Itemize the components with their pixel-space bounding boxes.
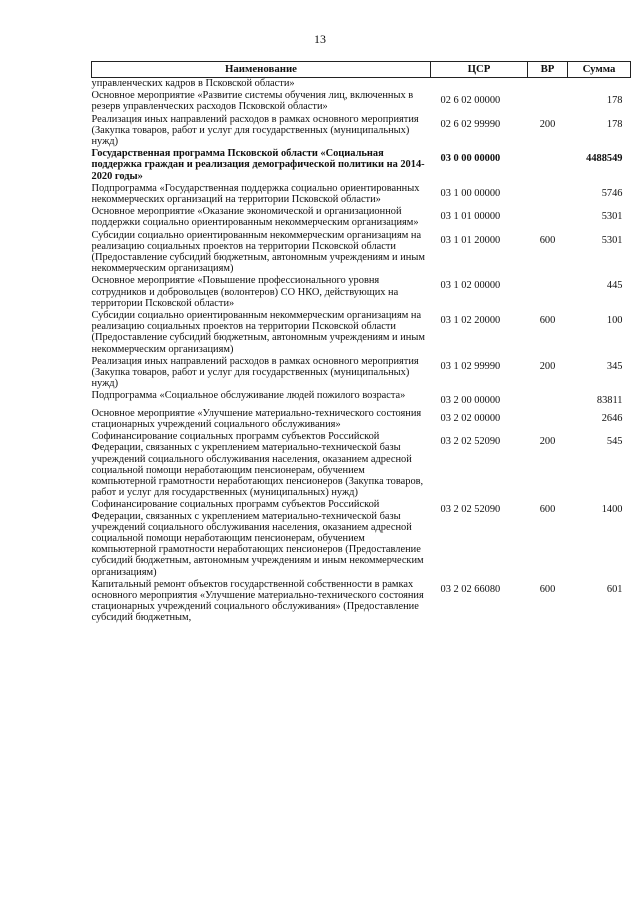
cell-sum: 4488549	[586, 153, 623, 165]
cell-csr	[431, 78, 528, 91]
cell-sum: 5746	[601, 187, 623, 199]
table-row	[92, 206, 631, 229]
cell-vr	[528, 206, 568, 229]
cell-vr	[528, 408, 568, 431]
cell-csr: 03 2 02 00000	[440, 412, 501, 424]
cell-sum: 178	[606, 118, 623, 130]
cell-sum: 1400	[601, 504, 623, 516]
cell-csr: 03 1 02 99990	[440, 360, 501, 372]
table-row	[92, 114, 631, 149]
table-row	[92, 390, 631, 407]
cell-csr: 03 2 02 66080	[440, 583, 501, 595]
cell-csr: 03 1 02 20000	[440, 315, 501, 327]
table-row	[92, 499, 631, 578]
cell-vr	[528, 78, 568, 91]
table-header-row	[92, 62, 631, 78]
cell-csr: 03 2 02 52090	[440, 436, 501, 448]
cell-vr: 600	[539, 583, 556, 595]
cell-name: Подпрограмма «Социальное обслуживание людей пожилого возраста»	[91, 390, 406, 402]
cell-name: управленческих кадров в Псковской области»	[91, 78, 295, 89]
cell-csr: 03 0 00 00000	[440, 153, 501, 165]
cell-name: Софинансирование социальных программ субъектов Российской Федерации, связанных с укреплением материально-технической базы учреждений социального обслуживания населения, оказанием адресной социальной помощи неработающим пенсионерам, обучением компьютерной грамотности неработающих пенсионеров (Предоставление субсидий бюджетным, автономным учреждениям и иным некоммерческим организациям)	[91, 499, 424, 578]
cell-sum: 5301	[601, 211, 623, 223]
table-row	[92, 148, 631, 183]
table-row	[92, 230, 631, 276]
table-row	[92, 183, 631, 206]
cell-sum: 5301	[601, 234, 623, 246]
table-row	[92, 356, 631, 391]
table-row	[92, 310, 631, 356]
cell-vr	[528, 90, 568, 113]
cell-name: Софинансирование социальных программ субъектов Российской Федерации, связанных с укреплением материально-технической базы учреждений социального обслуживания населения, оказанием адресной социальной помощи неработающим пенсионерам, обучением компьютерной грамотности неработающих пенсионеров (Закупка товаров, работ и услуг для государственных (муниципальных) нужд)	[91, 431, 424, 499]
cell-csr: 03 2 02 52090	[440, 504, 501, 516]
cell-sum: 345	[606, 360, 623, 372]
header-vr: ВР	[528, 62, 568, 78]
cell-vr: 200	[539, 360, 556, 372]
table-row	[92, 90, 631, 113]
cell-name: Основное мероприятие «Оказание экономической и организационной поддержки социально ориентированным некоммерческим организациям»	[91, 206, 419, 229]
cell-vr	[528, 275, 568, 310]
table-body	[92, 78, 631, 625]
cell-csr: 02 6 02 00000	[440, 95, 501, 107]
cell-vr: 600	[539, 315, 556, 327]
table-row	[92, 431, 631, 499]
cell-name: Основное мероприятие «Повышение профессионального уровня сотрудников и добровольцев (волонтеров) СО НКО, действующих на территории Псковской области»	[91, 275, 399, 309]
cell-name: Субсидии социально ориентированным некоммерческим организациям на реализацию социальных проектов на территории Псковской области (Предоставление субсидий бюджетным, автономным учреждениям и иным некоммерческим организациям)	[91, 310, 425, 355]
cell-csr: 03 1 00 00000	[440, 187, 501, 199]
cell-vr: 600	[539, 504, 556, 516]
page-number: 13	[314, 32, 326, 46]
header-sum: Сумма	[568, 62, 631, 78]
cell-sum: 445	[606, 280, 623, 292]
cell-csr: 03 1 02 00000	[440, 280, 501, 292]
table-row	[92, 275, 631, 310]
cell-vr	[528, 148, 568, 183]
cell-sum: 601	[606, 583, 623, 595]
cell-sum: 545	[606, 436, 623, 448]
header-name: Наименование	[92, 62, 431, 78]
budget-table	[91, 61, 631, 625]
cell-sum: 178	[606, 95, 623, 107]
cell-csr: 03 1 01 00000	[440, 211, 501, 223]
cell-name: Государственная программа Псковской области «Социальная поддержка граждан и реализация демографической политики на 2014-2020 годы»	[91, 148, 425, 182]
cell-sum	[568, 78, 631, 91]
cell-vr	[528, 183, 568, 206]
cell-vr: 200	[539, 436, 556, 448]
table-row	[92, 408, 631, 431]
cell-name: Реализация иных направлений расходов в рамках основного мероприятия (Закупка товаров, работ и услуг для государственных (муниципальных) нужд)	[91, 113, 419, 148]
cell-name: Подпрограмма «Государственная поддержка социально ориентированных некоммерческих организаций на территории Псковской области»	[91, 182, 420, 206]
cell-name: Основное мероприятие «Развитие системы обучения лиц, включенных в резерв управленческих расходов Псковской области»	[91, 90, 414, 113]
cell-sum: 83811	[596, 395, 623, 407]
table-row	[92, 579, 631, 625]
cell-sum: 2646	[601, 412, 623, 424]
cell-name: Основное мероприятие «Улучшение материально-технического состояния стационарных учреждений социального обслуживания»	[91, 407, 422, 430]
table-row	[92, 78, 631, 91]
cell-csr: 03 2 00 00000	[440, 395, 501, 407]
cell-vr: 200	[539, 118, 556, 130]
cell-vr: 600	[539, 234, 556, 246]
cell-name: Реализация иных направлений расходов в рамках основного мероприятия (Закупка товаров, работ и услуг для государственных (муниципальных) нужд)	[91, 355, 419, 390]
cell-csr: 02 6 02 99990	[440, 118, 501, 130]
cell-sum: 100	[606, 315, 623, 327]
header-csr: ЦСР	[431, 62, 528, 78]
cell-vr	[528, 390, 568, 407]
cell-name: Капитальный ремонт объектов государственной собственности в рамках основного мероприятия «Улучшение материально-технического состояния стационарных учреждений социального обслуживания» (Предоставление субсидий бюджетным,	[91, 578, 424, 624]
cell-name: Субсидии социально ориентированным некоммерческим организациям на реализацию социальных проектов на территории Псковской области (Предоставление субсидий бюджетным, автономным учреждениям и иным некоммерческим организациям)	[91, 229, 425, 275]
cell-csr: 03 1 01 20000	[440, 234, 501, 246]
